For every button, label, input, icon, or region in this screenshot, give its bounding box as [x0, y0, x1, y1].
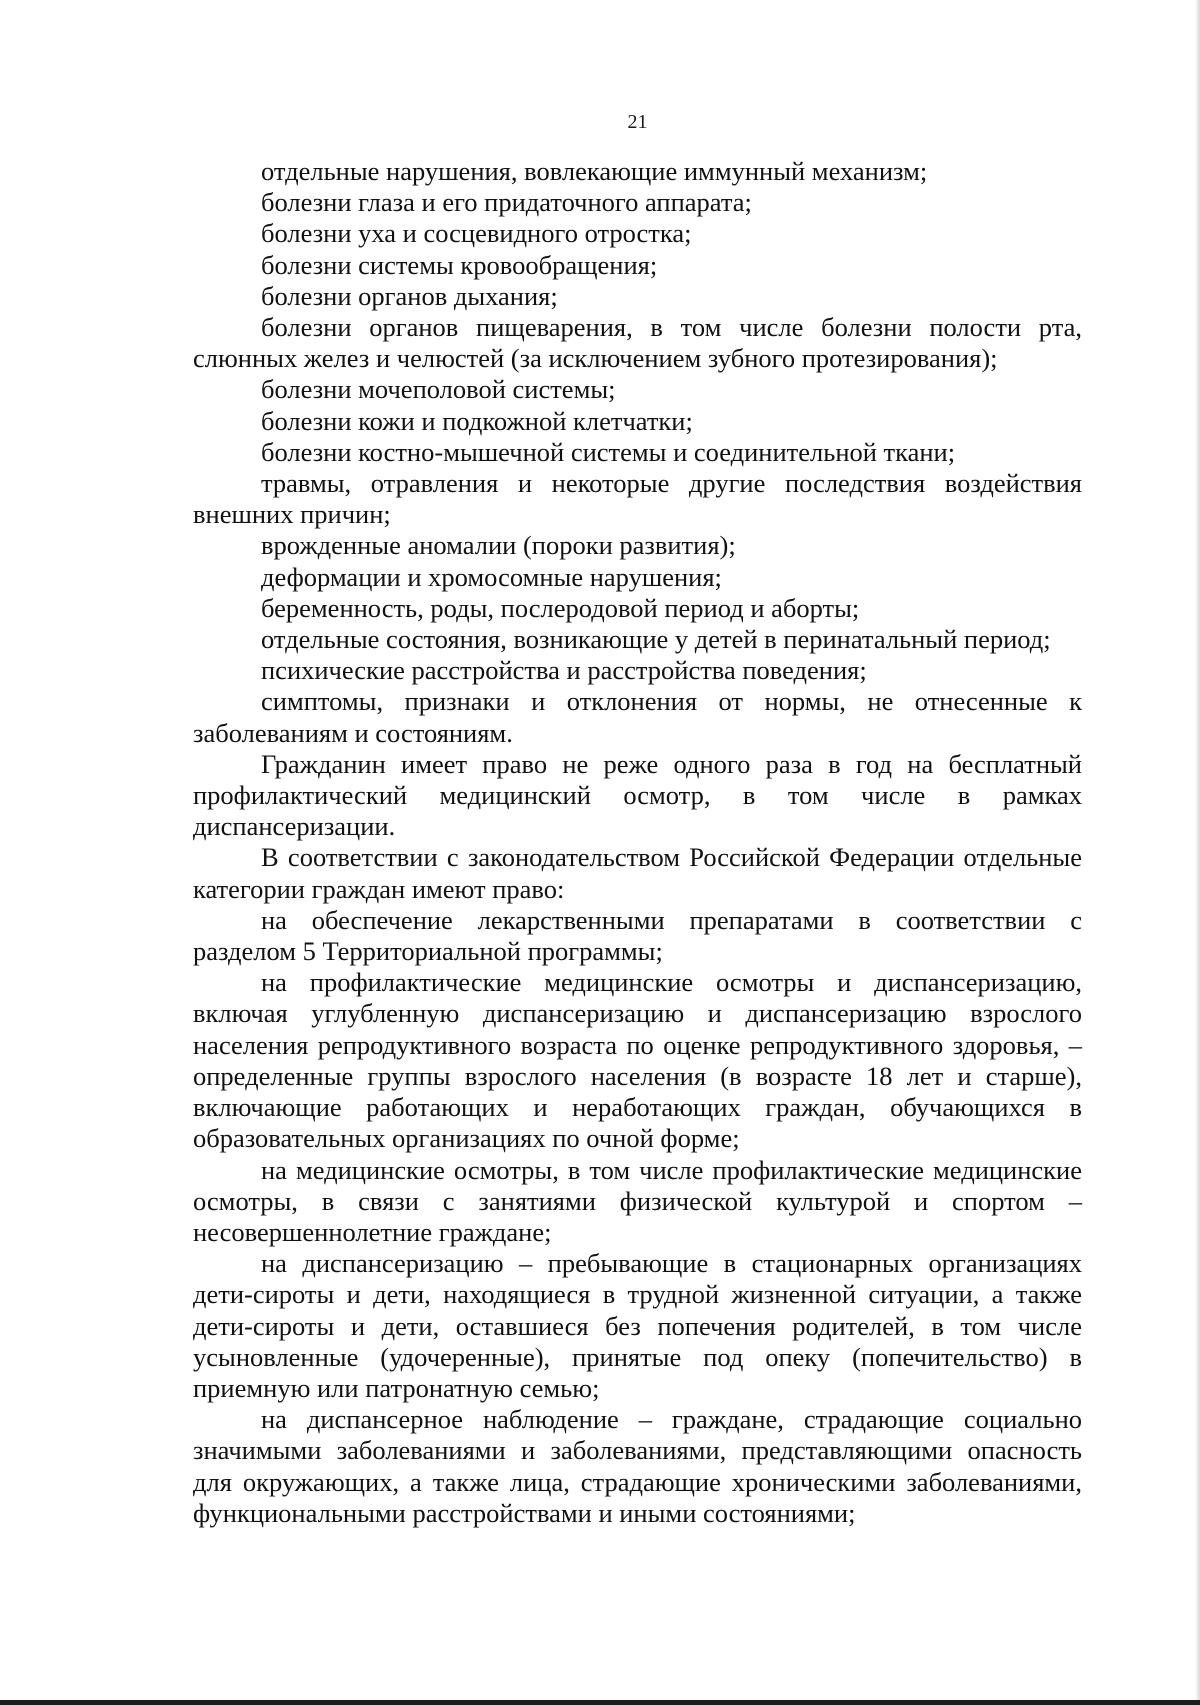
paragraph: на профилактические медицинские осмотры и диспансеризацию, включая углубленную диспансеризацию и диспансеризацию взрослого населения репродуктивного возраста по оценке репродуктивного здоровья, – определенные группы взрослого населения (в возрасте 18 лет и старше), включающие работающих и неработающих граждан, обучающихся в образовательных организациях по очной форме; — [193, 967, 1082, 1154]
paragraph: болезни костно-мышечной системы и соединительной ткани; — [261, 436, 956, 467]
paragraph: Гражданин имеет право не реже одного раза в год на бесплатный профилактический медицинский осмотр, в том числе в рамках диспансеризации. — [193, 748, 1082, 842]
page-number: 21 — [627, 111, 648, 133]
paragraph: болезни глаза и его придаточного аппарата; — [261, 187, 752, 218]
paragraph: В соответствии с законодательством Российской Федерации отдельные категории граждан имеют право: — [193, 842, 1082, 904]
paragraph: травмы, отравления и некоторые другие последствия воздействия внешних причин; — [193, 468, 1082, 530]
paragraph: деформации и хромосомные нарушения; — [261, 561, 722, 592]
paragraph: психические расстройства и расстройства поведения; — [261, 655, 867, 686]
document-body — [193, 156, 1082, 1529]
paragraph: на медицинские осмотры, в том числе профилактические медицинские осмотры, в связи с занятиями физической культурой и спортом – несовершеннолетние граждане; — [193, 1154, 1082, 1247]
paragraph: на диспансерное наблюдение – граждане, страдающие социально значимыми заболеваниями и заболеваниями, представляющими опасность для окружающих, а также лица, страдающие хроническими заболеваниями, функциональными расстройствами и иными состояниями; — [193, 1404, 1082, 1528]
paragraph: на обеспечение лекарственными препаратами в соответствии с разделом 5 Территориальной программы; — [193, 904, 1082, 967]
paragraph: болезни органов пищеварения, в том числе болезни полости рта, слюнных желез и челюстей (за исключением зубного протезирования); — [193, 312, 1082, 374]
paragraph: врожденные аномалии (пороки развития); — [261, 530, 736, 561]
paragraph: беременность, роды, послеродовой период и аборты; — [261, 592, 860, 623]
paragraph: болезни уха и сосцевидного отростка; — [261, 218, 692, 249]
paragraph: на диспансеризацию – пребывающие в стационарных организациях дети-сироты и дети, находящиеся в трудной жизненной ситуации, а также дети-сироты и дети, оставшиеся без попечения родителей, в том числе усыновленные (удочеренные), принятые под опеку (попечительство) в приемную или патронатную семью; — [193, 1248, 1082, 1403]
paragraph: отдельные нарушения, вовлекающие иммунный механизм; — [261, 156, 928, 186]
paragraph: болезни органов дыхания; — [261, 280, 558, 311]
paragraph: симптомы, признаки и отклонения от нормы, не отнесенные к заболеваниям и состояниям. — [193, 686, 1082, 748]
paragraph: болезни мочеполовой системы; — [261, 374, 616, 405]
scan-bottom-edge — [0, 1700, 1200, 1705]
paragraph: отдельные состояния, возникающие у детей в перинатальный период; — [261, 624, 1051, 655]
paragraph: болезни кожи и подкожной клетчатки; — [261, 405, 693, 436]
scan-right-edge — [1195, 0, 1200, 1705]
paragraph: болезни системы кровообращения; — [261, 249, 658, 280]
